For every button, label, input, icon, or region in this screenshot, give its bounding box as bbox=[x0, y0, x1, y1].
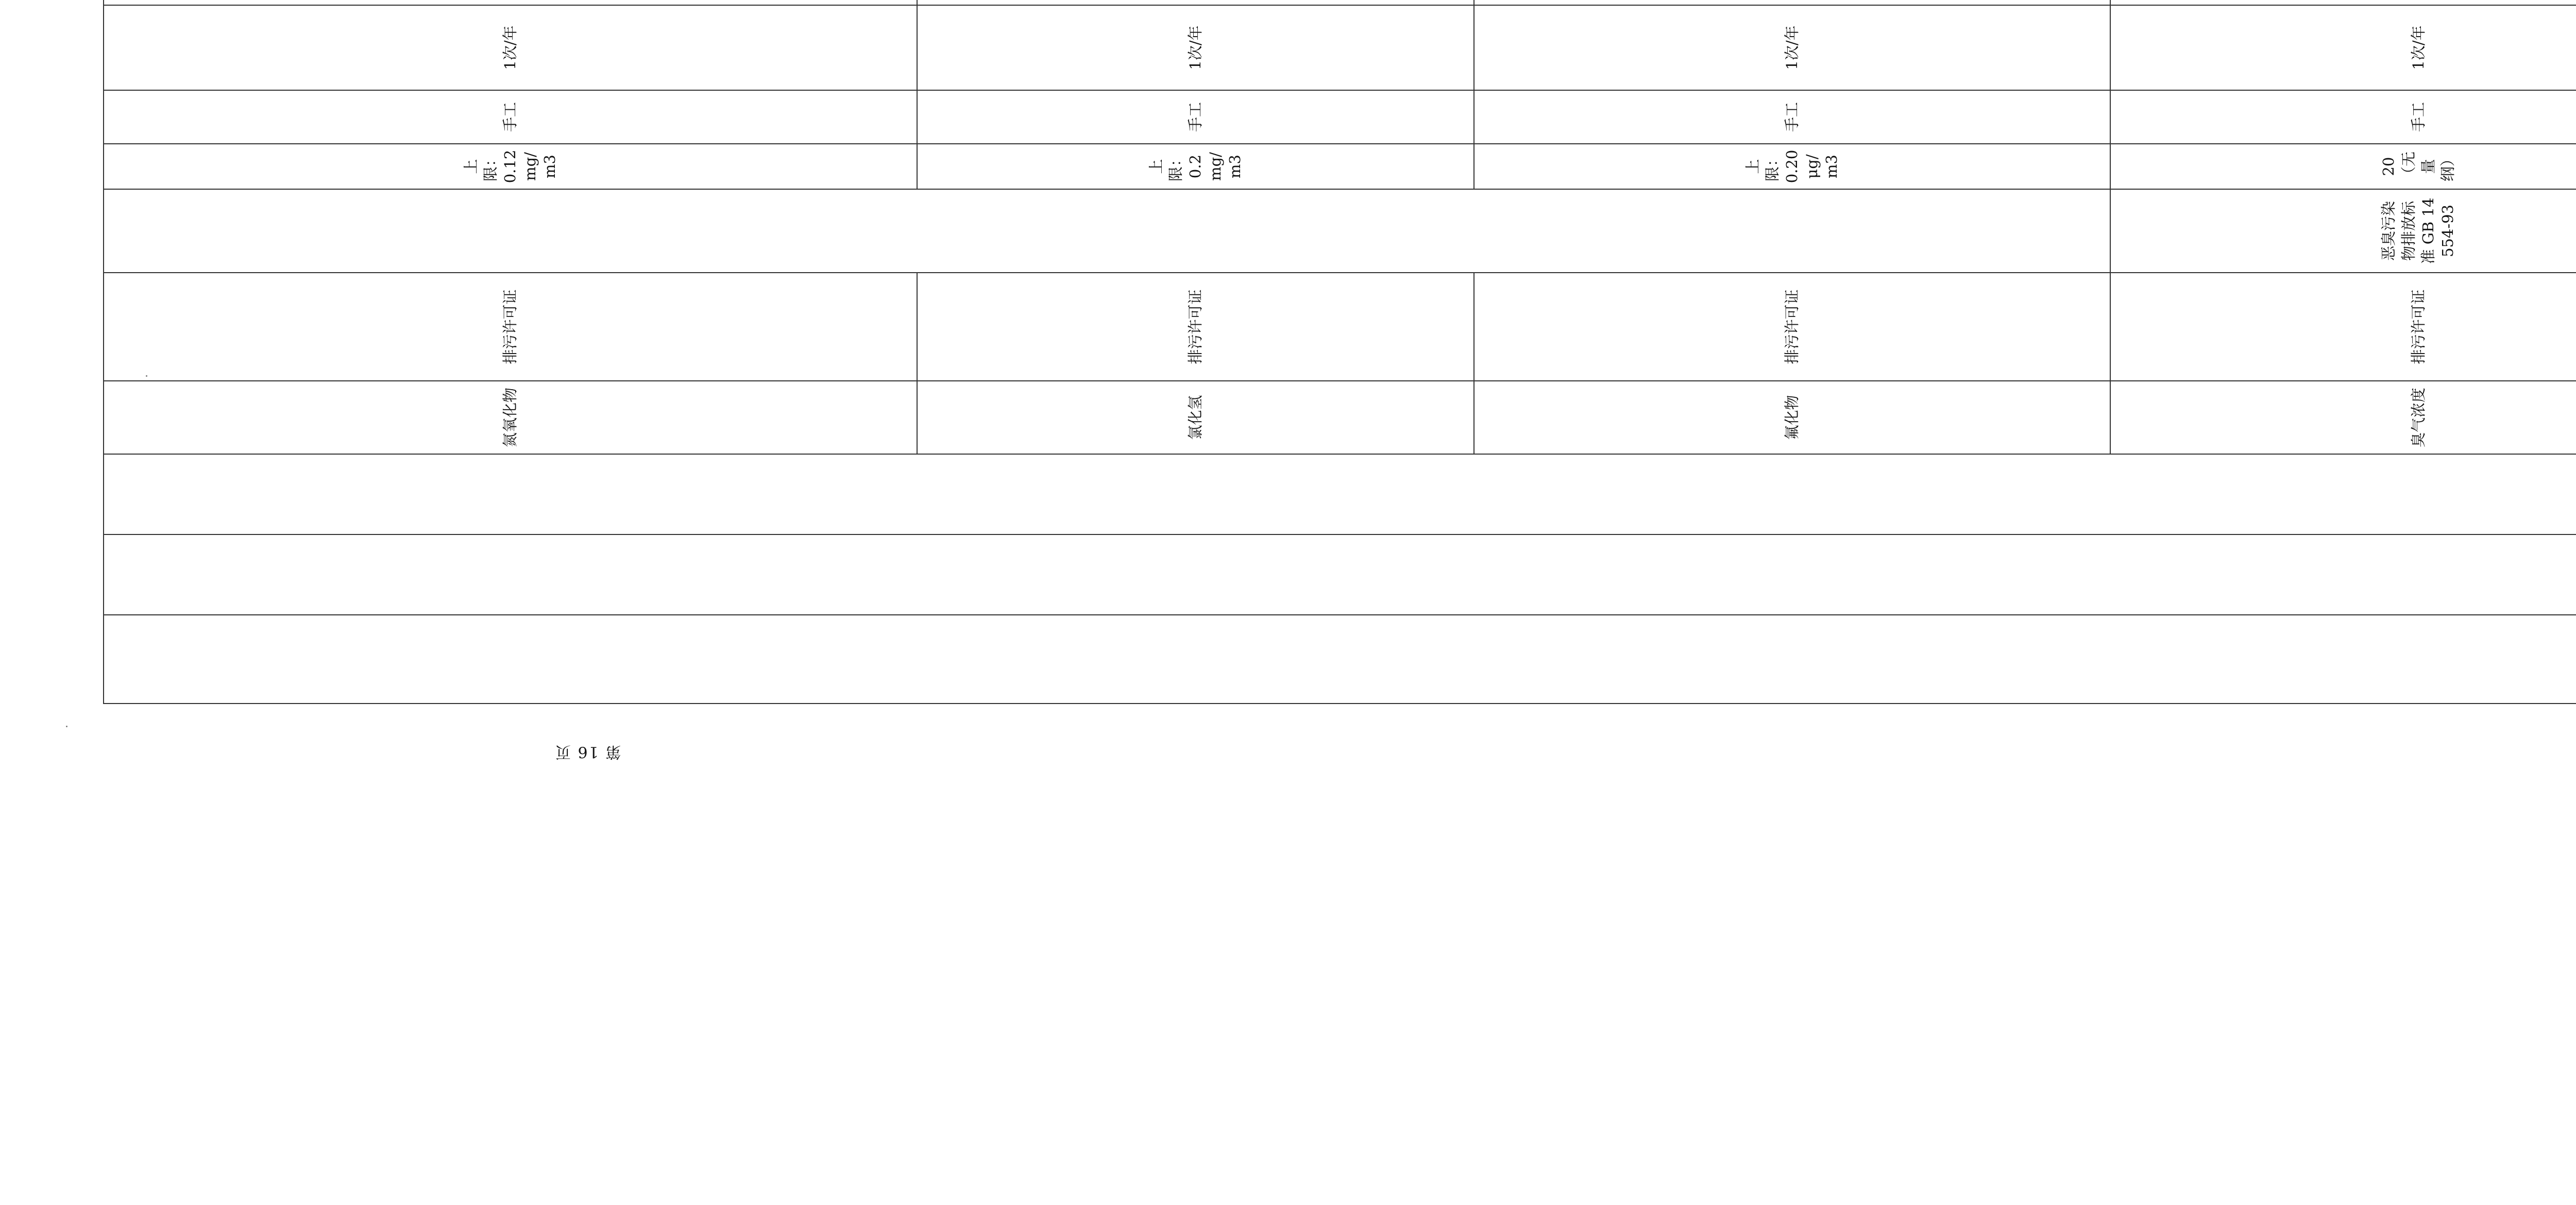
pollutant-cell: 氯化氢 bbox=[917, 381, 1474, 454]
limit-cell: 上限：0.12mg/m3 bbox=[104, 144, 917, 189]
instrument-cell bbox=[1474, 0, 2110, 5]
frequency-cell: 1次/年 bbox=[2110, 5, 2576, 90]
standard-cell: 恶臭污染物排放标准 GB 14554-93 bbox=[2110, 189, 2576, 273]
empty-cell-a bbox=[104, 615, 2576, 704]
limit-cell: 上限：0.2mg/m3 bbox=[917, 144, 1474, 189]
frequency-cell: 1次/年 bbox=[104, 5, 917, 90]
pollutant-cell: 氟化物 bbox=[1474, 381, 2110, 454]
standard-cell bbox=[1474, 189, 2110, 273]
pollutant-cell: 氮氧化物 bbox=[104, 381, 917, 454]
basis-cell: 排污许可证 bbox=[2110, 273, 2576, 381]
pollutant-cell: 臭气浓度 bbox=[2110, 381, 2576, 454]
frequency-cell: 1次/年 bbox=[1474, 5, 2110, 90]
standard-cell bbox=[104, 189, 917, 273]
table-row-1 bbox=[104, 0, 917, 704]
page-number: 第 16 页 bbox=[554, 743, 621, 761]
standard-cell bbox=[917, 189, 1474, 273]
method-cell: 手工 bbox=[917, 90, 1474, 144]
instrument-cell bbox=[104, 0, 917, 5]
empty-cell-b bbox=[104, 534, 2576, 615]
empty-cell-c bbox=[104, 454, 2576, 534]
frequency-cell: 1次/年 bbox=[917, 5, 1474, 90]
method-cell: 手工 bbox=[104, 90, 917, 144]
basis-cell: 排污许可证 bbox=[917, 273, 1474, 381]
limit-cell: 20（无量纲） bbox=[2110, 144, 2576, 189]
scan-speck bbox=[146, 375, 147, 377]
method-cell: 手工 bbox=[2110, 90, 2576, 144]
basis-cell: 排污许可证 bbox=[104, 273, 917, 381]
instrument-cell bbox=[917, 0, 1474, 5]
monitoring-table bbox=[103, 0, 2576, 704]
basis-cell: 排污许可证 bbox=[1474, 273, 2110, 381]
instrument-cell bbox=[2110, 0, 2576, 5]
scan-speck bbox=[66, 726, 67, 727]
method-cell: 手工 bbox=[1474, 90, 2110, 144]
limit-cell: 上限：0.20μg/m3 bbox=[1474, 144, 2110, 189]
